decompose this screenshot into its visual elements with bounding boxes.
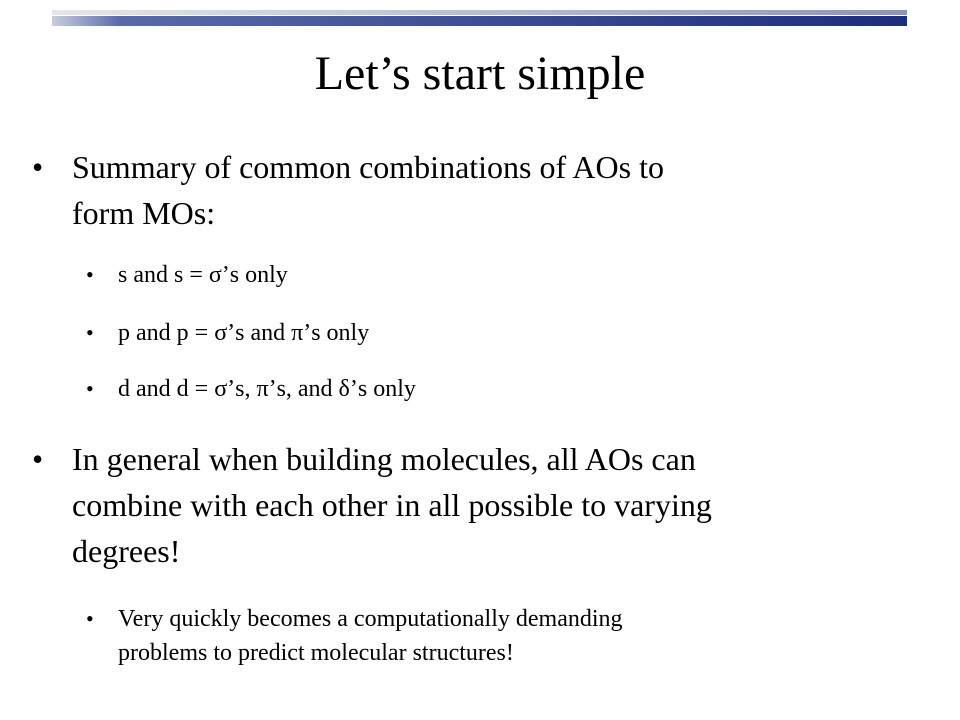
bullet-text <box>72 436 922 574</box>
bullet-marker: • <box>86 376 94 401</box>
bullet-text <box>118 602 918 670</box>
bullet-line: problems to predict molecular structures! <box>118 640 514 666</box>
bullet-marker: • <box>32 149 44 185</box>
bullet-marker: • <box>86 320 94 345</box>
sub-bullet-p-and-p <box>86 316 916 350</box>
header-decorative-bar <box>52 10 907 28</box>
bullet-marker: • <box>86 262 94 287</box>
bullet-text <box>118 372 918 406</box>
bullet-marker: • <box>86 606 94 631</box>
slide-title: Let’s start simple <box>314 47 646 100</box>
bullet-general-combination <box>32 436 922 574</box>
bullet-text <box>72 144 922 236</box>
sub-bullet-s-and-s <box>86 258 916 292</box>
bullet-text <box>118 316 918 350</box>
bullet-line: form MOs: <box>72 195 216 231</box>
bullet-text <box>118 258 918 292</box>
bullet-line: s and s = σ’s only <box>118 262 288 288</box>
bullet-marker: • <box>32 441 44 477</box>
bullet-ao-summary <box>32 144 922 236</box>
sub-bullet-d-and-d <box>86 372 916 406</box>
sub-bullet-computational-demand <box>86 602 916 676</box>
bullet-line: Very quickly becomes a computationally demanding <box>118 606 623 632</box>
bullet-line: combine with each other in all possible to varying <box>72 487 712 523</box>
bullet-line: d and d = σ’s, π’s, and δ’s only <box>118 376 416 402</box>
bullet-line: degrees! <box>72 533 181 569</box>
bullet-line: Summary of common combinations of AOs to <box>72 149 664 185</box>
bullet-line: p and p = σ’s and π’s only <box>118 320 370 346</box>
bullet-line: In general when building molecules, all AOs can <box>72 441 696 477</box>
